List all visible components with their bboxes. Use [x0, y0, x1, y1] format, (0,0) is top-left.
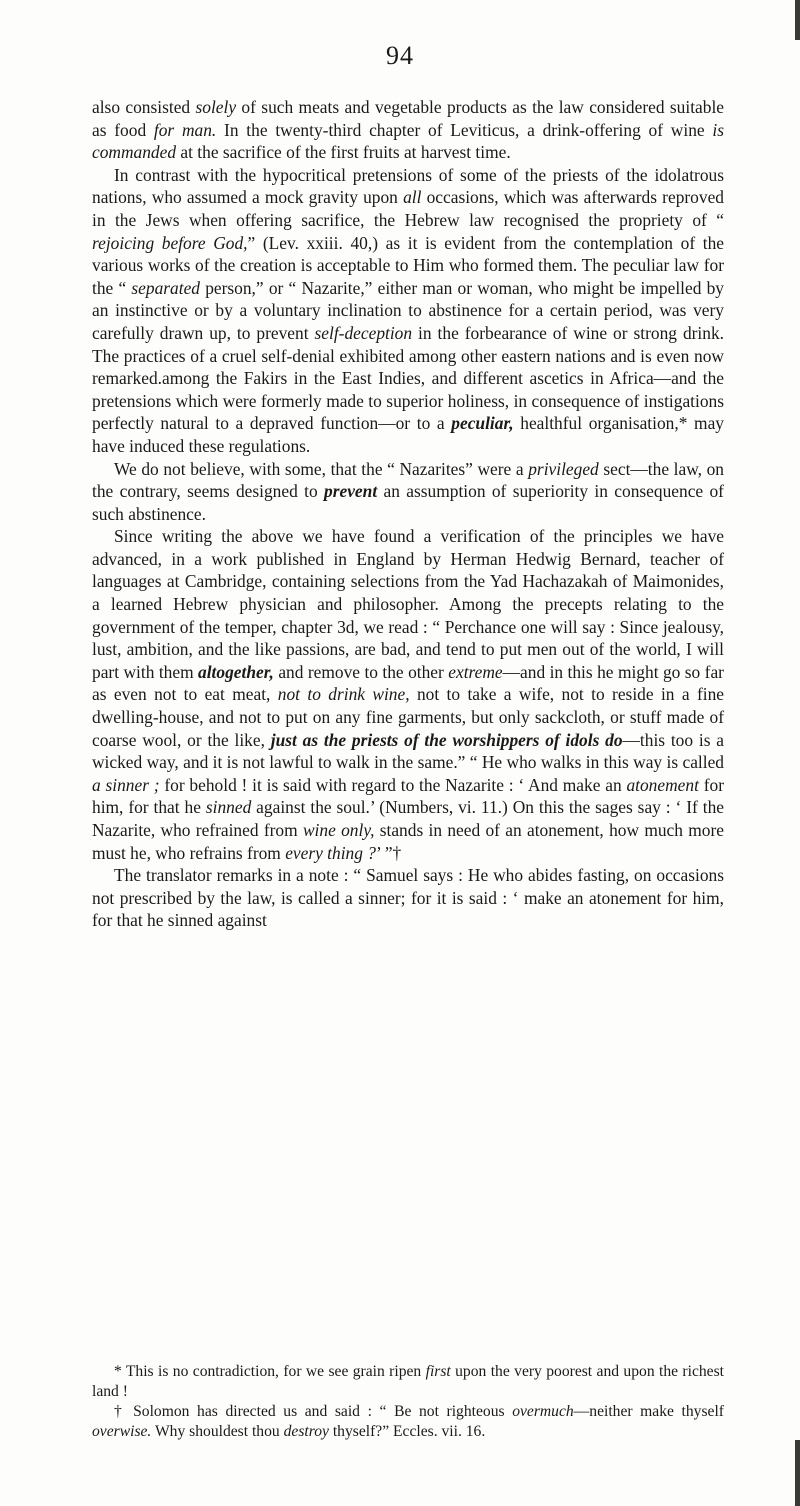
text-span: The translator remarks in a note : “ Samuel says : He who abides fasting, on occasions not prescribed by the law, is called a sinner; for it is said : ‘ make an atonement for him, for that he sinned against [92, 865, 724, 931]
emphasis-text: prevent [324, 481, 378, 502]
text-span: thyself?” Eccles. vii. 16. [328, 1423, 486, 1440]
text-span: Why shouldest thou [151, 1423, 284, 1440]
scan-edge-mark [795, 1440, 800, 1506]
text-span: —and in this he might go so far as even not to eat meat, [92, 661, 724, 705]
italic-span: wine only, [302, 820, 375, 840]
italic-span: solely [195, 97, 237, 117]
text-span: Since writing the above we have found a verification of the principles we have advanced, in a work published in England by Herman Hedwig Bernard, teacher of languages at Cambridge, containing selections from the Yad Hachazakah of Maimonides, a learned Hebrew physician and philosopher. Among the precepts relating to the government of the temper, chapter 3d, we read : “ Perchance one will say : Since jealousy, lust, ambition, and the like passions, are bad, and tend to put men out of the world, I will part with them [92, 526, 724, 682]
italic-span: self-deception [314, 322, 413, 343]
paragraph [92, 458, 724, 526]
text-span: for behold ! it is said with regard to the Nazarite : ‘ And make an [159, 774, 627, 795]
italic-span [271, 730, 623, 750]
italic-span: extreme [448, 661, 503, 682]
italic-span [198, 662, 274, 682]
emphasis-text: just as the priests of the worshippers of idols do [270, 729, 623, 750]
footnote [92, 1402, 724, 1442]
text-span: healthful organisation,* may have induced these regulations. [92, 413, 724, 456]
italic-span: for man. [153, 119, 217, 140]
italic-span: first [425, 1363, 451, 1380]
text-span: in the forbearance of wine or strong drink. The practices of a cruel self-denial exhibited among other eastern nations and is even now remarked.among the Fakirs in the East Indies, and different ascetics in Africa—and the pretensions which were formerly made to superior holiness, in consequence of instigations perfectly natural to a depraved function—or to a [92, 322, 724, 434]
paragraph [92, 525, 724, 864]
italic-span: overmuch [512, 1403, 574, 1420]
text-span: stands in need of an atonement, how much more must he, who refrains from [92, 820, 724, 863]
italic-span [451, 413, 513, 433]
text-span: In the twenty-third chapter of Leviticus, a drink-offering of wine [216, 119, 713, 140]
italic-span: atonement [626, 774, 699, 795]
text-span: also consisted [92, 97, 196, 117]
italic-span: destroy [283, 1423, 329, 1440]
italic-span [324, 481, 377, 501]
footnote [92, 1362, 724, 1402]
text-span: for him, for that he [92, 774, 724, 818]
text-span: We do not believe, with some, that the “ Nazarites” were a [114, 458, 529, 479]
text-span: In contrast with the hypocritical pretensions of some of the priests of the idolatrous nations, who assumed a mock gravity upon [92, 164, 724, 208]
text-span: ” (Lev. xxiii. 40,) as it is evident from the contemplation of the various works of the creation is acceptable to Him who formed them. The peculiar law for the “ [92, 232, 724, 298]
footnotes [92, 1362, 724, 1442]
italic-span: every thing ? [285, 842, 376, 863]
body-text [92, 96, 724, 932]
paragraph [92, 164, 724, 458]
text-span: ’ ”† [375, 842, 402, 863]
text-span: † Solomon has directed us and said : “ Be not righteous [114, 1403, 513, 1420]
italic-span: is commanded [92, 119, 724, 163]
text-span: an assumption of superiority in consequence of such abstinence. [92, 481, 724, 524]
italic-span: sinned [205, 797, 252, 818]
scan-edge-mark [795, 0, 800, 40]
text-span: person,” or “ Nazarite,” either man or woman, who might be impelled by an instinctive or by a voluntary inclination to abstinence for a certain period, was very carefully drawn up, to prevent [92, 277, 724, 343]
text-span: and remove to the other [273, 661, 449, 682]
italic-span: not to drink wine, [277, 684, 410, 705]
text-span: of such meats and vegetable products as the law considered suitable as food [92, 97, 724, 140]
text-span: —neither make thyself [573, 1403, 724, 1420]
text-span: not to take a wife, not to reside in a fine dwelling-house, and not to put on any fine garments, but only sackcloth, or stuff made of coarse wool, or the like, [92, 684, 724, 750]
italic-span: a sinner ; [92, 774, 160, 795]
italic-span: overwise. [92, 1423, 152, 1440]
italic-span: privileged [528, 458, 599, 479]
text-span: at the sacrifice of the first fruits at harvest time. [176, 142, 511, 163]
emphasis-text: peculiar, [451, 413, 514, 434]
text-span: sect—the law, on the contrary, seems designed to [92, 458, 724, 502]
paragraph [92, 96, 724, 164]
italic-span: all [403, 187, 422, 208]
italic-span: rejoicing before God, [92, 232, 248, 253]
text-span: against the soul.’ (Numbers, vi. 11.) On this the sages say : ‘ If the Nazarite, who refrained from [92, 797, 725, 840]
italic-span: separated [131, 277, 200, 298]
emphasis-text: altogether, [198, 661, 274, 682]
paragraph [92, 864, 724, 932]
text-span: —this too is a wicked way, and it is not lawful to walk in the same.” “ He who walks in this way is called [92, 729, 725, 773]
text-span: occasions, which was afterwards reproved in the Jews when offering sacrifice, the Hebrew law recognised the propriety of “ [92, 187, 724, 230]
text-span: * This is no contradiction, for we see grain ripen [114, 1363, 426, 1380]
text-span: upon the very poorest and upon the richest land ! [92, 1363, 724, 1400]
page-number: 94 [386, 41, 414, 70]
